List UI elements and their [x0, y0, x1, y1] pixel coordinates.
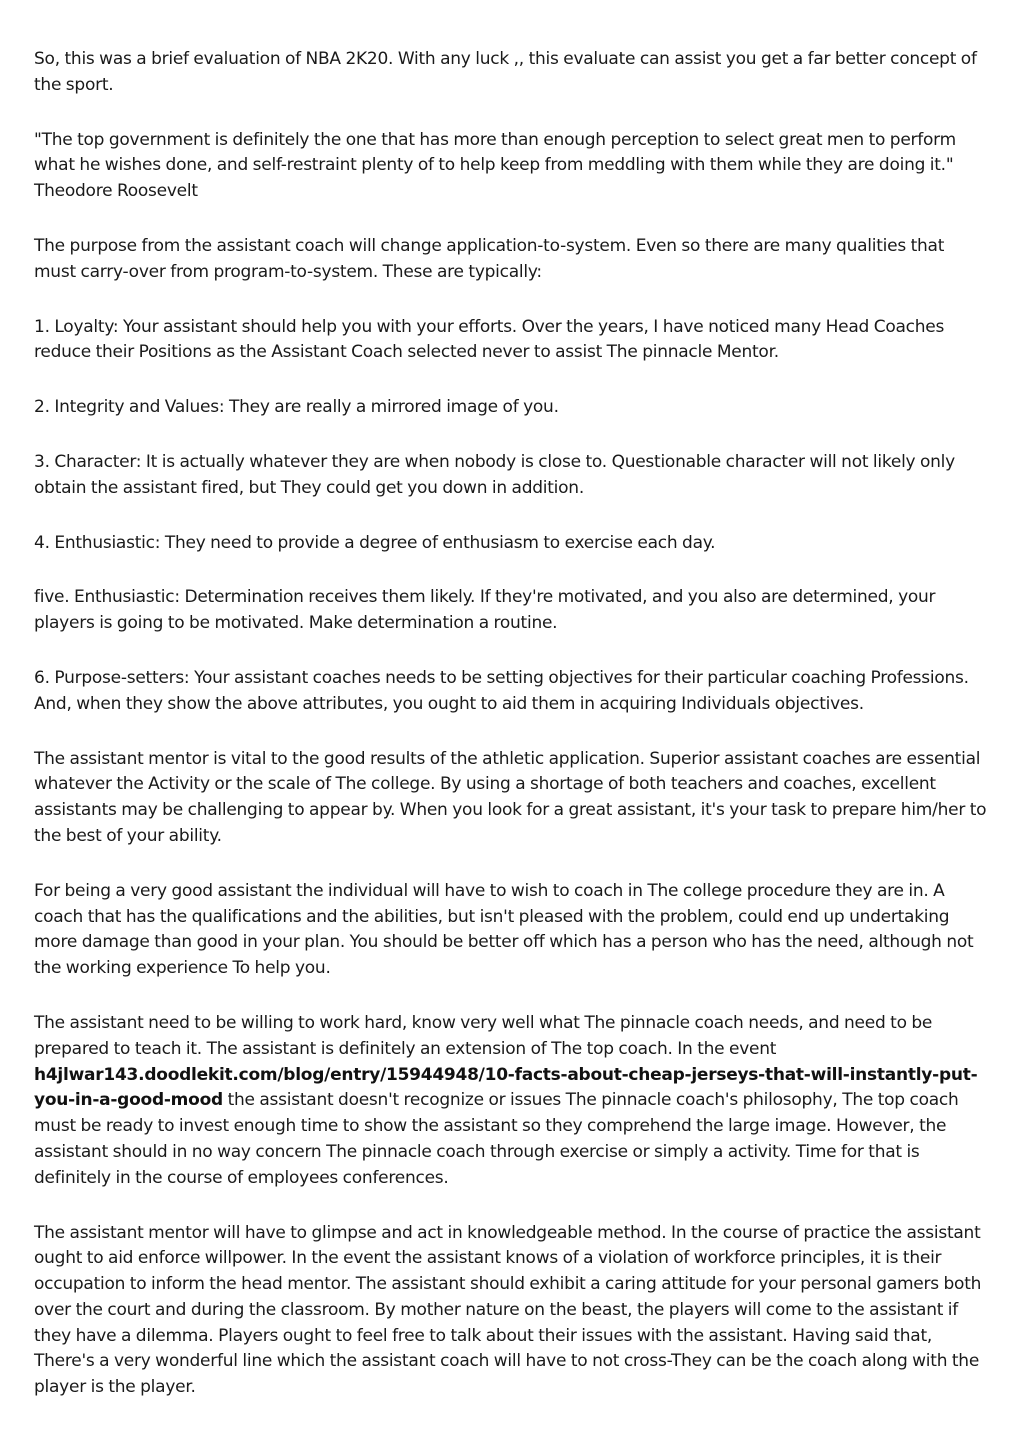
paragraph-final: The assistant mentor will have to glimpse and act in knowledgeable method. In the course of practice the assistant ought to aid enforce willpower. In the event the assistant knows of a violation of workforce principles, it is their occupation to inform the head mentor. The assistant should exhibit a caring attitude for your personal gamers both over the court and during the classroom. By mother nature on the beast, the players will come to the assistant if they have a dilemma. Players ought to feel free to talk about their issues with the assistant. Having said that, There's a very wonderful line which the assistant coach will have to not cross-They can be the coach along with the player is the player.: [34, 1222, 982, 1398]
paragraph-with-link: [34, 1011, 990, 1192]
list-item-purpose-setters: 6. Purpose-setters: Your assistant coaches needs to be setting objectives for their particular coaching Professions. And, when they show the above attributes, you ought to aid them in acquiring Individuals objectives.: [34, 667, 969, 714]
list-item-enthusiastic: 4. Enthusiastic: They need to provide a degree of enthusiasm to exercise each day.: [34, 532, 716, 553]
link-paragraph-after: the assistant doesn't recognize or issues The pinnacle coach's philosophy, The top coach must be ready to invest enough time to show the assistant so they comprehend the large image. However, the assistant should in no way concern The pinnacle coach through exercise or simply a activity. Time for that is definitely in the course of employees conferences.: [34, 1090, 959, 1188]
list-item-integrity: 2. Integrity and Values: They are really a mirrored image of you.: [34, 397, 559, 418]
blog-entry-link[interactable]: h4jlwar143.doodlekit.com/blog/entry/15944948/10-facts-about-cheap-jerseys-that-will-instantly-put-you-in-a-good-mood: [34, 1064, 978, 1111]
link-paragraph-before: The assistant need to be willing to work hard, know very well what The pinnacle coach needs, and need to be prepared to teach it. The assistant is definitely an extension of The top coach. In the event: [34, 1012, 933, 1059]
paragraph-good-assistant: For being a very good assistant the individual will have to wish to coach in The college procedure they are in. A coach that has the qualifications and the abilities, but isn't pleased with the problem, could end up undertaking more damage than good in your plan. You should be better off which has a person who has the need, although not the working experience To help you.: [34, 880, 974, 979]
list-item-determination: five. Enthusiastic: Determination receives them likely. If they're motivated, and you also are determined, your players is going to be motivated. Make determination a routine.: [34, 587, 936, 634]
paragraph-assistant-vital: The assistant mentor is vital to the good results of the athletic application. Superior assistant coaches are essential whatever the Activity or the scale of The college. By using a shortage of both teachers and coaches, excellent assistants may be challenging to appear by. When you look for a great assistant, it's your task to prepare him/her to the best of your ability.: [34, 748, 987, 846]
list-item-loyalty: 1. Loyalty: Your assistant should help you with your efforts. Over the years, I have noticed many Head Coaches reduce their Positions as the Assistant Coach selected never to assist The pinnacle Mentor.: [34, 316, 945, 363]
paragraph-nba-evaluation: So, this was a brief evaluation of NBA 2K20. With any luck ,, this evaluate can assist you get a far better concept of the sport.: [34, 49, 977, 95]
paragraph-assistant-purpose: The purpose from the assistant coach will change application-to-system. Even so there are many qualities that must carry-over from program-to-system. These are typically:: [34, 235, 945, 282]
list-item-character: 3. Character: It is actually whatever they are when nobody is close to. Questionable character will not likely only obtain the assistant fired, but They could get you down in addition.: [34, 451, 955, 498]
paragraph-roosevelt-quote: "The top government is definitely the one that has more than enough perception to select great men to perform what he wishes done, and self-restraint plenty of to help keep from meddling with them while they are doing it." Theodore Roosevelt: [34, 129, 956, 202]
